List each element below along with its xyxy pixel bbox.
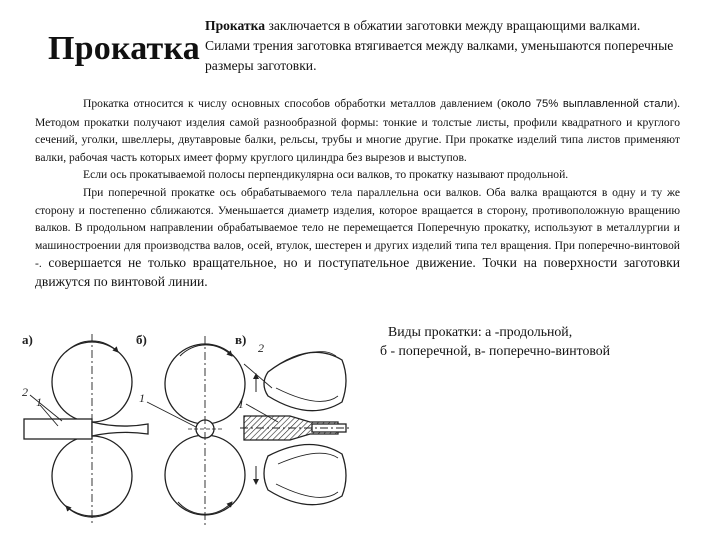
label-b: б) [136, 332, 147, 347]
diagram-b-transverse [136, 332, 245, 526]
paragraph-1-part-b: около 75% выплавленной стали [500, 98, 674, 110]
intro-text: заключается в обжатии заготовки между вращающими валками. Силами трения заготовка втягивается между валками, уменьшаются поперечные размеры заготовки. [205, 18, 674, 73]
number-2-a: 2 [22, 385, 28, 399]
paragraph-1-part-c: ). Методом прокатки получают изделия самой разнообразной формы: тонкие и толстые листы, профили квадратного и круглого сечений, уголки, швеллеры, двутавровые балки, рельсы, трубы и многие другие. При прокатке изделий типа листов применяют валки, рабочая часть которых имеет форму круглого цилиндра без вырезов и выступов. [35, 97, 680, 164]
caption-line-2: б - поперечной, в- поперечно-винтовой [380, 343, 611, 358]
rolling-types-diagram [20, 330, 350, 535]
number-1-a: 1 [36, 395, 42, 409]
diagram-c-helical [235, 332, 350, 505]
intro-paragraph [205, 16, 675, 76]
paragraph-3 [35, 184, 680, 292]
number-1-b: 1 [139, 391, 145, 405]
number-1-c: 1 [238, 397, 244, 411]
intro-term: Прокатка [205, 18, 266, 33]
paragraph-3-part-a: При поперечной прокатке ось обрабатываемого тела параллельна оси валков. Оба валка вращаются в одну и ту же сторону и постепенно сближаются. Уменьшается диаметр изделия, которое вращается в сторону, противоположную вращению валков. В продольном направлении обрабатываемое тело не перемещается Поперечную прокатку, используют в металлургии и машиностроении для производства валов, осей, втулок, шестерен и других изделий типа тел вращения. При поперечно-винтовой -. [35, 185, 680, 271]
number-2-c: 2 [258, 341, 264, 355]
diagram-a-longitudinal [22, 332, 148, 526]
label-a: а) [22, 332, 33, 347]
figure-caption [380, 322, 680, 360]
caption-line-1: Виды прокатки: а -продольной, [388, 324, 573, 339]
paragraph-2: Если ось прокатываемой полосы перпендикулярна оси валков, то прокатку называют продольной. [83, 168, 569, 182]
label-c: в) [235, 332, 247, 347]
paragraph-1 [35, 95, 680, 166]
roll-top-c [264, 352, 346, 410]
workpiece-a [24, 419, 92, 439]
body-text [35, 95, 680, 292]
paragraph-3-part-b: совершается не только вращательное, но и поступательное движение. Точки на поверхности заготовки движутся по винтовой линии. [35, 255, 680, 289]
page-title: Прокатка [48, 30, 200, 67]
paragraph-1-part-a: Прокатка относится к числу основных способов обработки металлов давлением ( [83, 97, 501, 110]
